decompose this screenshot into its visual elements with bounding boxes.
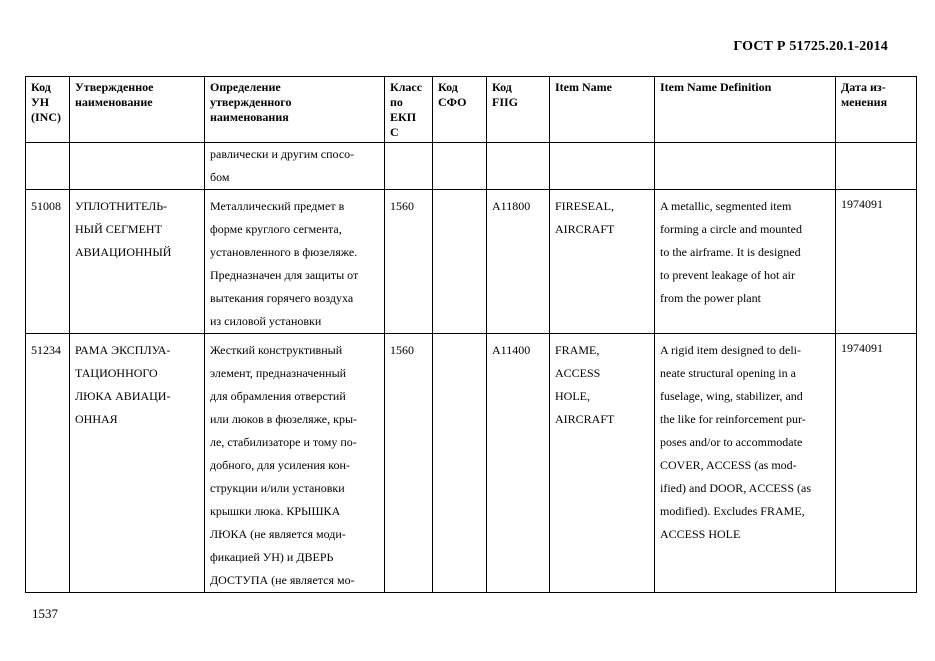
cell-text-line: Жесткий конструктивный xyxy=(210,343,343,357)
cell-col-approved-name xyxy=(70,190,205,334)
header-text-line: по xyxy=(390,95,403,109)
cell-text-line: элемент, предназначенный xyxy=(210,366,347,380)
cell-text-line: равлически и другим спосо- xyxy=(210,147,355,161)
cell-text-line: установленного в фюзеляже. xyxy=(210,245,358,259)
cell-text-line: A11800 xyxy=(492,199,531,213)
cell-text-line: 1560 xyxy=(390,343,414,357)
cell-text-line: neate structural opening in a xyxy=(660,366,796,380)
cell-col-inc xyxy=(26,190,70,334)
cell-text-line: АВИАЦИОННЫЙ xyxy=(75,245,172,259)
header-text-line: Item Name xyxy=(555,80,612,94)
cell-col-date xyxy=(836,190,917,334)
cell-text-line: РАМА ЭКСПЛУА- xyxy=(75,343,171,357)
cell-text-line: ДОСТУПА (не является мо- xyxy=(210,573,355,587)
header-text-line: СФО xyxy=(438,95,467,109)
cell-text-line: A11400 xyxy=(492,343,531,357)
page-number: 1537 xyxy=(32,606,58,621)
header-col-inc xyxy=(26,77,70,143)
header-text-line: Определение xyxy=(210,80,281,94)
header-col-sfo xyxy=(433,77,487,143)
header-text-line: Дата из- xyxy=(841,80,886,94)
cell-text-line: from the power plant xyxy=(660,291,761,305)
cell-text-line: the like for reinforcement pur- xyxy=(660,412,806,426)
cell-col-definition xyxy=(205,334,385,593)
cell-col-item-def xyxy=(655,334,836,593)
cell-text-line: 1974091 xyxy=(841,197,883,211)
cell-text-line: добного, для усиления кон- xyxy=(210,458,350,472)
cell-col-item-name xyxy=(550,190,655,334)
cell-text-line: НЫЙ СЕГМЕНТ xyxy=(75,222,162,236)
cell-col-inc xyxy=(26,143,70,190)
cell-col-date xyxy=(836,334,917,593)
cell-col-sfo xyxy=(433,143,487,190)
header-text-line: Утвержденное xyxy=(75,80,154,94)
cell-text-line: to the airframe. It is designed xyxy=(660,245,801,259)
cell-text-line: A rigid item designed to deli- xyxy=(660,343,801,357)
header-text-line: утвержденного xyxy=(210,95,292,109)
cell-text-line: 1560 xyxy=(390,199,414,213)
cell-text-line: вытекания горячего воздуха xyxy=(210,291,354,305)
cell-text-line: или люков в фюзеляже, кры- xyxy=(210,412,357,426)
cell-text-line: бом xyxy=(210,170,230,184)
cell-col-fiig xyxy=(487,143,550,190)
cell-text-line: HOLE, xyxy=(555,389,590,403)
cell-text-line: FIRESEAL, xyxy=(555,199,615,213)
cell-text-line: AIRCRAFT xyxy=(555,222,615,236)
cell-col-item-def xyxy=(655,143,836,190)
cell-col-item-name xyxy=(550,143,655,190)
cell-col-item-name xyxy=(550,334,655,593)
header-text-line: ЕКП xyxy=(390,110,417,124)
cell-col-fiig xyxy=(487,190,550,334)
cell-col-class xyxy=(385,143,433,190)
cell-col-sfo xyxy=(433,334,487,593)
cell-text-line: fuselage, wing, stabilizer, and xyxy=(660,389,803,403)
header-text-line: УН xyxy=(31,95,50,109)
cell-text-line: ле, стабилизаторе и тому по- xyxy=(210,435,357,449)
header-text-line: Код xyxy=(438,80,458,94)
cell-text-line: 51008 xyxy=(31,199,61,213)
cell-col-sfo xyxy=(433,190,487,334)
catalog-table xyxy=(25,76,917,593)
cell-text-line: ACCESS HOLE xyxy=(660,527,741,541)
cell-text-line: COVER, ACCESS (as mod- xyxy=(660,458,797,472)
cell-col-approved-name xyxy=(70,143,205,190)
cell-text-line: форме круглого сегмента, xyxy=(210,222,342,236)
table-row xyxy=(26,190,917,334)
cell-text-line: из силовой установки xyxy=(210,314,322,328)
cell-col-class xyxy=(385,190,433,334)
cell-col-fiig xyxy=(487,334,550,593)
cell-col-approved-name xyxy=(70,334,205,593)
cell-text-line: to prevent leakage of hot air xyxy=(660,268,795,282)
table-row xyxy=(26,334,917,593)
header-text-line: Код xyxy=(31,80,51,94)
table-row xyxy=(26,143,917,190)
document-title: ГОСТ Р 51725.20.1-2014 xyxy=(733,39,888,54)
cell-text-line: modified). Excludes FRAME, xyxy=(660,504,805,518)
cell-text-line: 1974091 xyxy=(841,341,883,355)
header-text-line: FIIG xyxy=(492,95,519,109)
header-col-date xyxy=(836,77,917,143)
header-text-line: Item Name Definition xyxy=(660,80,772,94)
header-text-line: С xyxy=(390,125,399,139)
cell-text-line: AIRCRAFT xyxy=(555,412,615,426)
header-col-item-def xyxy=(655,77,836,143)
cell-text-line: 51234 xyxy=(31,343,61,357)
cell-col-inc xyxy=(26,334,70,593)
header-col-definition xyxy=(205,77,385,143)
cell-text-line: A metallic, segmented item xyxy=(660,199,792,213)
header-text-line: Класс xyxy=(390,80,423,94)
cell-text-line: фикацией УН) и ДВЕРЬ xyxy=(210,550,334,564)
header-col-approved-name xyxy=(70,77,205,143)
header-text-line: (INC) xyxy=(31,110,61,124)
table-body xyxy=(26,143,917,593)
cell-text-line: струкции и/или установки xyxy=(210,481,345,495)
header-text-line: наименование xyxy=(75,95,153,109)
cell-text-line: poses and/or to accommodate xyxy=(660,435,803,449)
cell-text-line: Металлический предмет в xyxy=(210,199,345,213)
cell-text-line: УПЛОТНИТЕЛЬ- xyxy=(75,199,168,213)
cell-col-definition xyxy=(205,143,385,190)
header-col-class xyxy=(385,77,433,143)
header-text-line: менения xyxy=(841,95,888,109)
cell-text-line: Предназначен для защиты от xyxy=(210,268,359,282)
cell-col-date xyxy=(836,143,917,190)
header-text-line: Код xyxy=(492,80,512,94)
cell-col-definition xyxy=(205,190,385,334)
header-col-item-name xyxy=(550,77,655,143)
cell-text-line: ACCESS xyxy=(555,366,601,380)
header-text-line: наименования xyxy=(210,110,289,124)
cell-text-line: FRAME, xyxy=(555,343,600,357)
cell-text-line: ОННАЯ xyxy=(75,412,118,426)
cell-col-class xyxy=(385,334,433,593)
cell-text-line: ЛЮКА (не является моди- xyxy=(210,527,346,541)
cell-col-item-def xyxy=(655,190,836,334)
cell-text-line: forming a circle and mounted xyxy=(660,222,802,236)
cell-text-line: для обрамления отверстий xyxy=(210,389,346,403)
cell-text-line: крышки люка. КРЫШКА xyxy=(210,504,341,518)
header-col-fiig xyxy=(487,77,550,143)
cell-text-line: ТАЦИОННОГО xyxy=(75,366,158,380)
table-header-row xyxy=(26,77,917,143)
cell-text-line: ified) and DOOR, ACCESS (as xyxy=(660,481,811,495)
cell-text-line: ЛЮКА АВИАЦИ- xyxy=(75,389,171,403)
